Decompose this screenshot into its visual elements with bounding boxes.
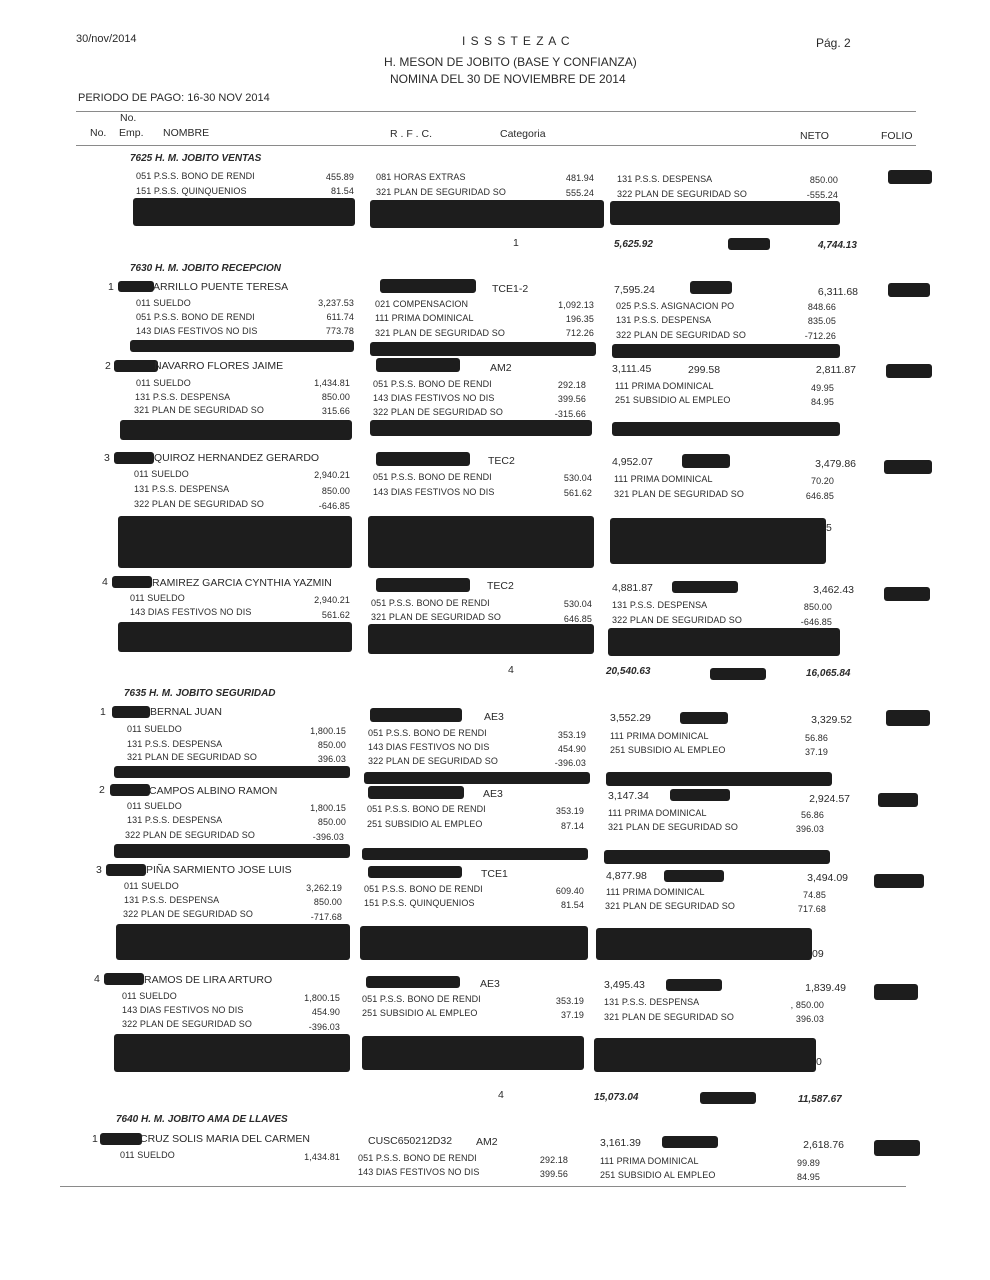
employee-category: AE3 bbox=[483, 788, 503, 800]
concept: 143 DIAS FESTIVOS NO DIS bbox=[368, 742, 490, 752]
concept: 321 PLAN DE SEGURIDAD SO bbox=[127, 752, 257, 762]
employee-number: 2 bbox=[105, 360, 111, 372]
redaction-block bbox=[596, 928, 812, 960]
redaction-block bbox=[610, 518, 826, 564]
redaction-block bbox=[728, 238, 770, 250]
net-amount: 2,618.76 bbox=[803, 1139, 844, 1151]
amount: 530.04 bbox=[563, 599, 592, 609]
concept: 321 PLAN DE SEGURIDAD SO bbox=[605, 901, 735, 911]
amount: 292.18 bbox=[539, 1155, 568, 1165]
folio-redaction bbox=[886, 364, 932, 378]
redaction-block bbox=[104, 973, 144, 985]
amount: 1,434.81 bbox=[304, 1152, 340, 1162]
concept: 111 PRIMA DOMINICAL bbox=[615, 381, 714, 391]
amount: 530.04 bbox=[563, 473, 592, 483]
amount: -717.68 bbox=[310, 912, 342, 922]
department-title: 7625 H. M. JOBITO VENTAS bbox=[130, 153, 262, 164]
concept: 321 PLAN DE SEGURIDAD SO bbox=[376, 187, 506, 197]
concept: 051 P.S.S. BONO DE RENDI bbox=[362, 994, 481, 1004]
concept: 251 SUBSIDIO AL EMPLEO bbox=[367, 819, 483, 829]
col-rfc: R . F . C. bbox=[390, 128, 432, 140]
partial-value: 09 bbox=[812, 948, 824, 960]
concept: 321 PLAN DE SEGURIDAD SO bbox=[375, 328, 505, 338]
amount: 49.95 bbox=[810, 383, 834, 393]
concept: 021 COMPENSACION bbox=[375, 299, 469, 309]
amount: 850.00 bbox=[321, 392, 350, 402]
concept: 321 PLAN DE SEGURIDAD SO bbox=[371, 612, 501, 622]
concept: 131 P.S.S. DESPENSA bbox=[616, 315, 712, 325]
concept: 322 PLAN DE SEGURIDAD SO bbox=[612, 615, 742, 625]
extra-amount: 299.58 bbox=[688, 364, 721, 376]
concept: 011 SUELDO bbox=[120, 1150, 175, 1160]
amount: 196.35 bbox=[565, 314, 594, 324]
redaction-block bbox=[114, 360, 158, 372]
employee-count: 1 bbox=[513, 237, 519, 249]
folio-redaction bbox=[888, 283, 930, 297]
concept: 011 SUELDO bbox=[127, 724, 182, 734]
employee-number: 1 bbox=[100, 706, 106, 718]
gross-amount: 3,495.43 bbox=[604, 979, 645, 991]
col-no-top: No. bbox=[120, 112, 137, 124]
concept: 143 DIAS FESTIVOS NO DIS bbox=[373, 393, 495, 403]
redaction-block bbox=[612, 344, 840, 358]
organization-name: I S S S T E Z A C bbox=[462, 34, 571, 48]
employee-category: AM2 bbox=[476, 1136, 498, 1148]
dept-total-gross: 20,540.63 bbox=[606, 666, 651, 677]
redaction-block bbox=[662, 1136, 718, 1148]
net-amount: 6,311.68 bbox=[817, 286, 858, 298]
redaction-block bbox=[112, 576, 152, 588]
amount: 555.24 bbox=[565, 188, 594, 198]
dept-total-net: 16,065.84 bbox=[806, 668, 851, 679]
concept: 322 PLAN DE SEGURIDAD SO bbox=[125, 830, 255, 840]
employee-category: TEC2 bbox=[488, 455, 515, 467]
redaction-block bbox=[360, 926, 588, 960]
redaction-block bbox=[682, 454, 730, 468]
redaction-block bbox=[376, 578, 470, 592]
concept: 111 PRIMA DOMINICAL bbox=[600, 1156, 699, 1166]
page-number: Pág. 2 bbox=[816, 36, 851, 50]
redaction-block bbox=[118, 622, 352, 652]
redaction-block bbox=[362, 1036, 584, 1070]
concept: 111 PRIMA DOMINICAL bbox=[610, 731, 709, 741]
concept: 011 SUELDO bbox=[136, 298, 191, 308]
folio-redaction bbox=[884, 587, 930, 601]
amount: 2,940.21 bbox=[314, 595, 350, 605]
concept: 051 P.S.S. BONO DE RENDI bbox=[373, 379, 492, 389]
redaction-block bbox=[114, 1034, 350, 1072]
amount: 1,800.15 bbox=[310, 726, 346, 736]
employee-category: AM2 bbox=[490, 362, 512, 374]
redaction-block bbox=[370, 342, 596, 356]
redaction-block bbox=[380, 279, 476, 293]
redaction-block bbox=[368, 624, 594, 654]
concept: 131 P.S.S. DESPENSA bbox=[127, 815, 223, 825]
employee-number: 4 bbox=[94, 973, 100, 985]
concept: 051 P.S.S. BONO DE RENDI bbox=[367, 804, 486, 814]
redaction-block bbox=[114, 844, 350, 858]
amount: 609.40 bbox=[555, 886, 584, 896]
print-date: 30/nov/2014 bbox=[76, 33, 137, 45]
concept: 051 P.S.S. BONO DE RENDI bbox=[136, 312, 255, 322]
partial-value: 5 bbox=[826, 522, 832, 534]
redaction-block bbox=[612, 422, 840, 436]
concept: 143 DIAS FESTIVOS NO DIS bbox=[358, 1167, 480, 1177]
amount: 561.62 bbox=[321, 610, 350, 620]
redaction-block bbox=[366, 976, 460, 988]
concept: 251 SUBSIDIO AL EMPLEO bbox=[600, 1170, 716, 1180]
concept: 322 PLAN DE SEGURIDAD SO bbox=[122, 1019, 252, 1029]
concept: 321 PLAN DE SEGURIDAD SO bbox=[614, 489, 744, 499]
concept: 322 PLAN DE SEGURIDAD SO bbox=[616, 330, 746, 340]
redaction-block bbox=[608, 628, 840, 656]
amount: -396.03 bbox=[312, 832, 344, 842]
gross-amount: 3,111.45 bbox=[612, 363, 652, 375]
employee-name: BERNAL JUAN bbox=[150, 706, 222, 718]
concept: 051 P.S.S. BONO DE RENDI bbox=[364, 884, 483, 894]
concept: 011 SUELDO bbox=[127, 801, 182, 811]
amount: -555.24 bbox=[806, 190, 838, 200]
redaction-block bbox=[700, 1092, 756, 1104]
folio-redaction bbox=[878, 793, 918, 807]
employee-name: RAMOS DE LIRA ARTURO bbox=[144, 974, 273, 986]
concept: 111 PRIMA DOMINICAL bbox=[375, 313, 474, 323]
amount: , 850.00 bbox=[790, 1000, 824, 1010]
partial-value: 0 bbox=[816, 1056, 822, 1068]
concept: 151 P.S.S. QUINQUENIOS bbox=[364, 898, 475, 908]
amount: 396.03 bbox=[317, 754, 346, 764]
amount: 561.62 bbox=[563, 488, 592, 498]
amount: 99.89 bbox=[796, 1158, 820, 1168]
amount: 56.86 bbox=[804, 733, 828, 743]
col-categoria: Categoria bbox=[500, 128, 546, 140]
concept: 321 PLAN DE SEGURIDAD SO bbox=[608, 822, 738, 832]
concept: 322 PLAN DE SEGURIDAD SO bbox=[373, 407, 503, 417]
footer-rule bbox=[60, 1186, 906, 1187]
redaction-block bbox=[672, 581, 738, 593]
amount: 399.56 bbox=[539, 1169, 568, 1179]
employee-name: CAMPOS ALBINO RAMON bbox=[149, 785, 278, 797]
concept: 131 P.S.S. DESPENSA bbox=[134, 484, 230, 494]
employee-number: 2 bbox=[99, 784, 105, 796]
document-subtitle: H. MESON DE JOBITO (BASE Y CONFIANZA) bbox=[384, 55, 637, 69]
amount: 353.19 bbox=[557, 730, 586, 740]
redaction-block bbox=[110, 784, 150, 796]
dept-total-net: 4,744.13 bbox=[818, 240, 857, 251]
header-rule-bottom bbox=[76, 145, 916, 146]
redaction-block bbox=[118, 516, 352, 568]
gross-amount: 3,147.34 bbox=[608, 790, 649, 802]
folio-redaction bbox=[874, 874, 924, 888]
amount: 717.68 bbox=[797, 904, 826, 914]
concept: 143 DIAS FESTIVOS NO DIS bbox=[373, 487, 495, 497]
amount: 712.26 bbox=[565, 328, 594, 338]
concept: 322 PLAN DE SEGURIDAD SO bbox=[123, 909, 253, 919]
amount: 835.05 bbox=[807, 316, 836, 326]
redaction-block bbox=[114, 452, 154, 464]
amount: 850.00 bbox=[313, 897, 342, 907]
dept-total-net: 11,587.67 bbox=[798, 1094, 842, 1105]
concept: 131 P.S.S. DESPENSA bbox=[127, 739, 223, 749]
redaction-block bbox=[710, 668, 766, 680]
redaction-block bbox=[370, 420, 592, 436]
concept: 011 SUELDO bbox=[134, 469, 189, 479]
net-amount: 2,924.57 bbox=[809, 793, 850, 805]
folio-redaction bbox=[884, 460, 932, 474]
redaction-block bbox=[680, 712, 728, 724]
concept: 011 SUELDO bbox=[130, 593, 185, 603]
concept: 143 DIAS FESTIVOS NO DIS bbox=[136, 326, 258, 336]
employee-name: ARRILLO PUENTE TERESA bbox=[153, 281, 289, 293]
concept: 322 PLAN DE SEGURIDAD SO bbox=[134, 499, 264, 509]
header-rule bbox=[76, 111, 916, 112]
redaction-block bbox=[100, 1133, 142, 1145]
redaction-block bbox=[376, 452, 470, 466]
amount: 455.89 bbox=[325, 172, 354, 182]
col-emp: Emp. bbox=[119, 127, 144, 139]
folio-redaction bbox=[888, 170, 932, 184]
redaction-block bbox=[133, 198, 355, 226]
redaction-block bbox=[664, 870, 724, 882]
concept: 011 SUELDO bbox=[122, 991, 177, 1001]
employee-count: 4 bbox=[498, 1089, 504, 1101]
amount: 646.85 bbox=[805, 491, 834, 501]
redaction-block bbox=[610, 201, 840, 225]
amount: 1,800.15 bbox=[304, 993, 340, 1003]
amount: 3,262.19 bbox=[306, 883, 342, 893]
concept: 111 PRIMA DOMINICAL bbox=[606, 887, 705, 897]
amount: 850.00 bbox=[321, 486, 350, 496]
folio-redaction bbox=[886, 710, 930, 726]
dept-total-gross: 5,625.92 bbox=[614, 239, 653, 250]
redaction-block bbox=[604, 850, 830, 864]
folio-redaction bbox=[874, 984, 918, 1000]
amount: 848.66 bbox=[807, 302, 836, 312]
concept: 011 SUELDO bbox=[124, 881, 179, 891]
amount: -396.03 bbox=[554, 758, 586, 768]
amount: -315.66 bbox=[554, 409, 586, 419]
amount: -646.85 bbox=[800, 617, 832, 627]
employee-category: TCE1-2 bbox=[492, 283, 529, 295]
amount: 81.54 bbox=[330, 186, 354, 196]
redaction-block bbox=[690, 281, 732, 294]
concept: 251 SUBSIDIO AL EMPLEO bbox=[610, 745, 726, 755]
redaction-block bbox=[370, 708, 462, 722]
amount: 396.03 bbox=[795, 1014, 824, 1024]
amount: 37.19 bbox=[560, 1010, 584, 1020]
gross-amount: 4,952.07 bbox=[612, 456, 653, 468]
amount: 611.74 bbox=[326, 312, 354, 322]
gross-amount: 4,877.98 bbox=[606, 870, 647, 882]
amount: 37.19 bbox=[804, 747, 828, 757]
amount: 81.54 bbox=[560, 900, 584, 910]
concept: 131 P.S.S. DESPENSA bbox=[135, 392, 231, 402]
department-title: 7630 H. M. JOBITO RECEPCION bbox=[130, 263, 281, 274]
redaction-block bbox=[116, 924, 350, 960]
folio-redaction bbox=[874, 1140, 920, 1156]
redaction-block bbox=[670, 789, 730, 801]
amount: 74.85 bbox=[802, 890, 826, 900]
concept: 011 SUELDO bbox=[136, 378, 191, 388]
concept: 051 P.S.S. BONO DE RENDI bbox=[368, 728, 487, 738]
redaction-block bbox=[118, 281, 154, 292]
amount: 454.90 bbox=[557, 744, 586, 754]
employee-number: 1 bbox=[92, 1133, 98, 1145]
redaction-block bbox=[606, 772, 832, 786]
amount: 396.03 bbox=[795, 824, 824, 834]
redaction-block bbox=[364, 772, 590, 784]
concept: 143 DIAS FESTIVOS NO DIS bbox=[130, 607, 252, 617]
redaction-block bbox=[594, 1038, 816, 1072]
redaction-block bbox=[106, 864, 146, 876]
concept: 143 DIAS FESTIVOS NO DIS bbox=[122, 1005, 244, 1015]
redaction-block bbox=[112, 706, 150, 718]
gross-amount: 3,552.29 bbox=[610, 712, 651, 724]
net-amount: 3,479.86 bbox=[815, 458, 856, 470]
amount: 3,237.53 bbox=[318, 298, 354, 308]
col-folio: FOLIO bbox=[881, 130, 913, 142]
col-neto: NETO bbox=[800, 130, 829, 142]
redaction-block bbox=[130, 340, 354, 352]
employee-category: TCE1 bbox=[481, 868, 508, 880]
concept: 131 P.S.S. DESPENSA bbox=[612, 600, 708, 610]
employee-name: CRUZ SOLIS MARIA DEL CARMEN bbox=[140, 1133, 310, 1145]
redaction-block bbox=[114, 766, 350, 778]
amount: 646.85 bbox=[563, 614, 592, 624]
amount: 850.00 bbox=[809, 175, 838, 185]
department-title: 7635 H. M. JOBITO SEGURIDAD bbox=[124, 688, 276, 699]
employee-name: NAVARRO FLORES JAIME bbox=[154, 360, 284, 372]
concept: 321 PLAN DE SEGURIDAD SO bbox=[604, 1012, 734, 1022]
redaction-block bbox=[120, 420, 352, 440]
amount: 1,434.81 bbox=[314, 378, 350, 388]
amount: -712.26 bbox=[804, 331, 836, 341]
employee-category: TEC2 bbox=[487, 580, 514, 592]
redaction-block bbox=[376, 358, 460, 372]
gross-amount: 7,595.24 bbox=[614, 284, 655, 296]
amount: 850.00 bbox=[803, 602, 832, 612]
amount: 56.86 bbox=[800, 810, 824, 820]
employee-category: AE3 bbox=[480, 978, 500, 990]
amount: 353.19 bbox=[555, 996, 584, 1006]
amount: 353.19 bbox=[555, 806, 584, 816]
redaction-block bbox=[666, 979, 722, 991]
amount: 84.95 bbox=[810, 397, 834, 407]
redaction-block bbox=[368, 516, 594, 568]
amount: 292.18 bbox=[557, 380, 586, 390]
amount: 1,092.13 bbox=[558, 300, 594, 310]
amount: 1,800.15 bbox=[310, 803, 346, 813]
payroll-date: NOMINA DEL 30 DE NOVIEMBRE DE 2014 bbox=[390, 72, 626, 86]
concept: 111 PRIMA DOMINICAL bbox=[614, 474, 713, 484]
redaction-block bbox=[370, 200, 604, 228]
employee-name: QUIROZ HERNANDEZ GERARDO bbox=[154, 452, 320, 464]
amount: 84.95 bbox=[796, 1172, 820, 1182]
dept-total-gross: 15,073.04 bbox=[594, 1092, 639, 1103]
employee-number: 1 bbox=[108, 281, 114, 293]
amount: 399.56 bbox=[557, 394, 586, 404]
employee-rfc: CUSC650212D32 bbox=[368, 1135, 453, 1147]
amount: 454.90 bbox=[311, 1007, 340, 1017]
redaction-block bbox=[368, 786, 464, 799]
employee-count: 4 bbox=[508, 664, 514, 676]
concept: 111 PRIMA DOMINICAL bbox=[608, 808, 707, 818]
concept: 131 P.S.S. DESPENSA bbox=[617, 174, 713, 184]
gross-amount: 3,161.39 bbox=[600, 1137, 641, 1149]
amount: 481.94 bbox=[565, 173, 594, 183]
concept: 321 PLAN DE SEGURIDAD SO bbox=[134, 405, 264, 415]
net-amount: 3,494.09 bbox=[807, 872, 848, 884]
amount: 70.20 bbox=[810, 476, 834, 486]
amount: -396.03 bbox=[308, 1022, 340, 1032]
concept: 051 P.S.S. BONO DE RENDI bbox=[373, 472, 492, 482]
net-amount: 3,462.43 bbox=[813, 584, 854, 596]
concept: 051 P.S.S. BONO DE RENDI bbox=[136, 171, 255, 181]
col-no: No. bbox=[90, 127, 107, 139]
concept: 051 P.S.S. BONO DE RENDI bbox=[358, 1153, 477, 1163]
employee-number: 4 bbox=[102, 576, 108, 588]
amount: 315.66 bbox=[321, 406, 350, 416]
concept: 322 PLAN DE SEGURIDAD SO bbox=[617, 189, 747, 199]
concept: 025 P.S.S. ASIGNACION PO bbox=[616, 301, 735, 311]
amount: 850.00 bbox=[317, 740, 346, 750]
redaction-block bbox=[368, 866, 462, 878]
employee-name: PIÑA SARMIENTO JOSE LUIS bbox=[146, 864, 292, 876]
gross-amount: 4,881.87 bbox=[612, 582, 653, 594]
concept: 251 SUBSIDIO AL EMPLEO bbox=[615, 395, 731, 405]
amount: -646.85 bbox=[318, 501, 350, 511]
net-amount: 2,811.87 bbox=[815, 364, 856, 376]
concept: 151 P.S.S. QUINQUENIOS bbox=[136, 186, 247, 196]
net-amount: 3,329.52 bbox=[811, 714, 852, 726]
col-nombre: NOMBRE bbox=[163, 127, 210, 139]
concept: 131 P.S.S. DESPENSA bbox=[124, 895, 220, 905]
department-title: 7640 H. M. JOBITO AMA DE LLAVES bbox=[116, 1114, 288, 1125]
net-amount: 1,839.49 bbox=[805, 982, 846, 994]
concept: 251 SUBSIDIO AL EMPLEO bbox=[362, 1008, 478, 1018]
pay-period: PERIODO DE PAGO: 16-30 NOV 2014 bbox=[78, 92, 270, 104]
concept: 051 P.S.S. BONO DE RENDI bbox=[371, 598, 490, 608]
concept: 081 HORAS EXTRAS bbox=[376, 172, 466, 182]
amount: 87.14 bbox=[560, 821, 584, 831]
employee-name: RAMIREZ GARCIA CYNTHIA YAZMIN bbox=[152, 577, 332, 589]
concept: 131 P.S.S. DESPENSA bbox=[604, 997, 700, 1007]
amount: 773.78 bbox=[325, 326, 354, 336]
employee-category: AE3 bbox=[484, 711, 504, 723]
redaction-block bbox=[362, 848, 588, 860]
amount: 2,940.21 bbox=[314, 470, 350, 480]
concept: 322 PLAN DE SEGURIDAD SO bbox=[368, 756, 498, 766]
employee-number: 3 bbox=[104, 452, 110, 464]
amount: 850.00 bbox=[317, 817, 346, 827]
employee-number: 3 bbox=[96, 864, 102, 876]
